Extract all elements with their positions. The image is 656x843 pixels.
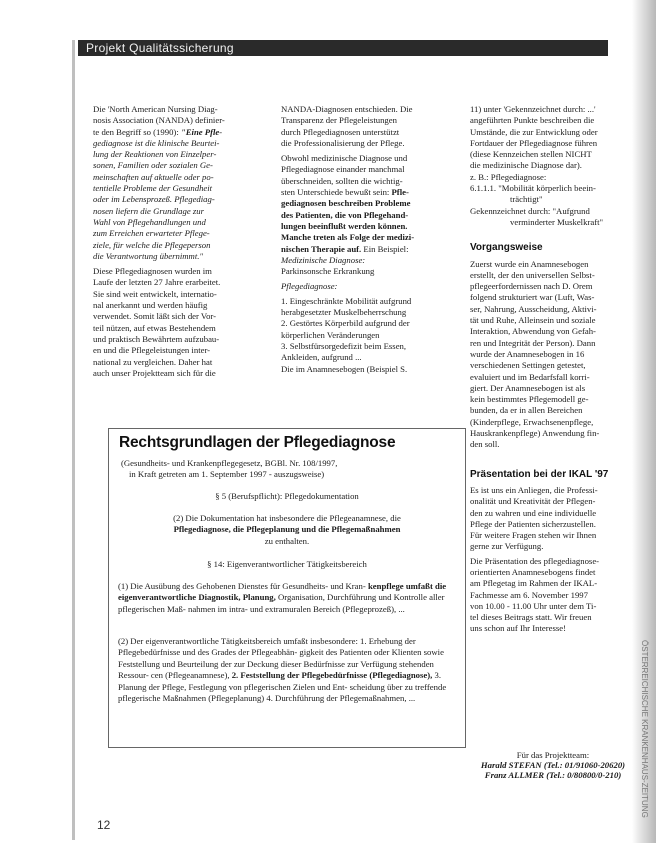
text-fragment: sten Unterschiede bewußt sein:	[281, 187, 392, 198]
section-14-block	[118, 559, 456, 570]
definition-line: lung der Reaktionen von Einzelper-	[93, 149, 217, 160]
example-label: z. B.: Pflegediagnose:	[470, 171, 547, 182]
bold-line: gediagnosen beschreiben Probleme	[281, 198, 411, 209]
text-line: auch unser Projektteam sich für die	[93, 367, 216, 378]
text-line: Fachmesse am 6. November 1997	[470, 589, 588, 600]
text-line: folgend strukturiert war (Luft, Was-	[470, 292, 595, 303]
example-line: trächtigt"	[510, 194, 543, 205]
text-line: Obwohl medizinische Diagnose und	[281, 153, 408, 164]
legal-line: scheidung über zu treffende pflegerische Maßnahmen (Pflegeplanung)	[118, 681, 447, 704]
text-line: überschneiden, sollten die wichtig-	[281, 175, 403, 186]
text-line: (diese Kennzeichen stellen NICHT	[470, 149, 592, 160]
article-column-1	[93, 104, 271, 379]
legal-line: nahmen im intra- und extramuralen Bereich (Pflegeprozeß), ...	[187, 603, 405, 614]
text-line: Fortdauer der Pflegediagnose führen	[470, 137, 598, 148]
definition-line: meinschaften auf aktuelle oder po-	[93, 171, 214, 182]
text-line: nal anerkannt und werden häufig	[93, 300, 208, 311]
legal-box-title: Rechtsgrundlagen der Pflegediagnose	[119, 434, 396, 451]
definition-line: tentielle Probleme der Gesundheit	[93, 183, 213, 194]
text-line: national zu vergleichen. Daher hat	[93, 356, 213, 367]
care-item: 1. Eingeschränkte Mobilität aufgrund	[281, 295, 412, 306]
text-fragment: te den Begriff so (1990):	[93, 126, 181, 137]
legal-line: 4. Durchführung der Pflegemaßnahmen, ...	[266, 693, 416, 704]
bold-fragment: Pfle-	[391, 187, 409, 198]
text-line: verschiedenen Settingen getestet,	[470, 360, 586, 371]
care-item: Ankleiden, aufgrund ...	[281, 352, 362, 363]
section-heading-presentation: Präsentation bei der IKAL '97	[470, 468, 609, 480]
text-line: bunden, da er in allen Bereichen	[470, 405, 583, 416]
text-line: tel dieses Beitrags statt. Wir freuen	[470, 612, 592, 623]
text-line: Laufe der letzten 27 Jahre erarbeitet.	[93, 277, 221, 288]
article-column-2	[281, 104, 461, 375]
text-line: Pflegediagnose einander manchmal	[281, 164, 405, 175]
text-line	[93, 127, 271, 138]
definition-line: gediagnose ist die klinische Beurtei-	[93, 137, 220, 148]
text-line: en und die Pflegeleistungen inter-	[93, 345, 211, 356]
medical-diagnosis-label: Medizinische Diagnose:	[281, 254, 366, 265]
bold-fragment: nischen Therapie auf.	[281, 243, 362, 254]
definition-line: Wahl von Pflegehandlungen und	[93, 216, 206, 227]
text-line: gerne zur Verfügung.	[470, 541, 544, 552]
text-line	[281, 244, 461, 255]
example-line: verminderter Muskelkraft"	[510, 216, 604, 227]
section-14-paragraph-1	[118, 581, 456, 615]
section-5-block	[118, 491, 456, 502]
subtitle-line: (Gesundheits- und Krankenpflegegesetz, BGBl. Nr. 108/1997,	[121, 458, 338, 468]
text-line: Zuerst wurde ein Anamnesebogen	[470, 258, 589, 269]
section-14-paragraph-2	[118, 636, 456, 704]
text-line: und praktisch Bewährtem aufzubau-	[93, 333, 220, 344]
page-number: 12	[97, 818, 111, 832]
text-line: NANDA-Diagnosen entschieden. Die	[281, 104, 413, 114]
definition-line: die Verantwortung übernimmt."	[93, 250, 204, 261]
text-line: pflegeerfordernissen nach D. Orem	[470, 281, 593, 292]
text-line: Die Präsentation des pflegediagnose-	[470, 555, 600, 566]
legal-line: 2. Feststellung der Pflegebedürfnisse (Pflegediagnose),	[231, 670, 433, 681]
section-14-heading: § 14: Eigenverantwortlicher Tätigkeitsbereich	[207, 559, 367, 569]
text-line: die medizinische Diagnose dar).	[470, 160, 582, 171]
legal-line: (2) Der eigenverantwortliche Tätigkeitsbereich umfaßt insbesondere:	[118, 636, 358, 646]
text-fragment: Ein Beispiel:	[361, 243, 409, 254]
legal-line: Organisation, Durchführung und Kontrolle aller pflegerischen Maß-	[118, 592, 445, 614]
legal-box-subtitle	[121, 458, 451, 481]
section-5-text	[118, 513, 456, 547]
article-column-3	[470, 104, 638, 635]
medical-diagnosis-value: Parkinsonsche Erkrankung	[281, 266, 375, 277]
bold-line: lungen beeinflußt werden können.	[281, 220, 408, 231]
care-item: 3. Selbstfürsorgedefizit beim Essen,	[281, 340, 407, 351]
subtitle-line: in Kraft getreten am 1. September 1997 - auszugsweise)	[129, 469, 325, 480]
text-line: nosis Association (NANDA) definier-	[93, 115, 225, 126]
spine-text: ÖSTERREICHISCHE KRANKENHAUS-ZEITUNG	[640, 640, 649, 818]
text-line: 11) unter 'Gekennzeichnet durch: ...'	[470, 104, 596, 114]
text-line: Hauskrankenpflege) Anwendung fin-	[470, 428, 600, 439]
care-item: herabgesetzter Muskelbeherrschung	[281, 307, 407, 318]
author-signature	[478, 750, 628, 780]
text-line: ser, Nahrung, Ausscheidung, Aktivi-	[470, 303, 597, 314]
legal-line: cen (Pflegeanamnese),	[150, 670, 230, 681]
signature-line: Für das Projektteam:	[516, 750, 590, 760]
text-line: durch Pflegediagnosen unterstützt	[281, 126, 400, 137]
section-header-title: Projekt Qualitätssicherung	[86, 41, 234, 55]
care-diagnosis-label: Pflegediagnose:	[281, 281, 338, 292]
legal-line: 3. Planung der Pflege, Festlegung von pflegerischen Zielen und Ent-	[118, 670, 441, 692]
text-line: den soll.	[470, 439, 500, 450]
text-line: Es ist uns ein Anliegen, die Professi-	[470, 484, 598, 495]
legal-line: (1) Die Ausübung des Gehobenen Dienstes für Gesundheits- und Kran-	[118, 581, 366, 591]
care-item: körperlichen Veränderungen	[281, 329, 380, 340]
text-line: teil nützen, auf etwas Bestehendem	[93, 322, 216, 333]
text-line: onalität und Kreativität der Pflegen-	[470, 496, 596, 507]
definition-line: nosen liefern die Grundlage zur	[93, 205, 204, 216]
section-header-bar	[78, 40, 608, 56]
text-line: tät und Ruhe, Alleinsein und soziale	[470, 315, 596, 326]
text-line: verwendet. Somit läßt sich der Vor-	[93, 311, 217, 322]
text-line: ren und Integrität der Person). Dann	[470, 337, 596, 348]
text-line: angeführten Punkte beschreiben die	[470, 115, 595, 126]
example-line: 6.1.1.1. "Mobilität körperlich beein-	[470, 183, 596, 194]
text-line: am Pflegetag im Rahmen der IKAL-	[470, 578, 598, 589]
text-line: evaluiert und im Bedarfsfall korri-	[470, 371, 590, 382]
section-5-heading: § 5 (Berufspflicht): Pflegedokumentation	[215, 491, 359, 501]
text-line: Sie sind weit entwickelt, internatio-	[93, 288, 217, 299]
text-line: die Professionalisierung der Pflege.	[281, 137, 405, 148]
bold-line: des Patienten, die von Pflegehand-	[281, 209, 409, 220]
page-edge-shadow	[72, 40, 75, 840]
legal-info-box	[108, 428, 466, 748]
text-line: erstellt, der den universellen Selbst-	[470, 269, 595, 280]
signature-line: Franz ALLMER (Tel.: 0/80800/0-210)	[484, 770, 622, 780]
legal-line: gigkeit des Patienten oder Klienten sowie Feststellung und Beurteilung	[118, 647, 444, 669]
legal-line: der zur Deckung dieser Bedürfnisse zur Verfügung stehenden Ressour-	[118, 658, 434, 681]
example-line: Gekennzeichnet durch: "Aufgrund	[470, 205, 590, 216]
text-line: Interaktion, Abwendung von Gefah-	[470, 326, 596, 337]
text-line: Pflege der Patienten sicherzustellen.	[470, 518, 596, 529]
text-line: Für weitere Fragen stehen wir Ihnen	[470, 530, 597, 541]
definition-line: oder im Lebensprozeß. Pflegediag-	[93, 194, 215, 205]
text-line	[281, 187, 461, 198]
legal-line: kenpflege umfaßt die eigenverantwortliche Diagnostik, Planung,	[118, 581, 447, 603]
text-line: Die 'North American Nursing Diag-	[93, 104, 218, 114]
text-line: Umstände, die zur Entwicklung oder	[470, 126, 598, 137]
care-item: Die im Anamnesebogen (Beispiel S.	[281, 363, 408, 374]
care-item: 2. Gestörtes Körperbild aufgrund der	[281, 318, 410, 329]
text-line: von 10.00 - 11.00 Uhr unter dem Ti-	[470, 600, 597, 611]
definition-line: zum Erreichen erwarteter Pflege-	[93, 228, 210, 239]
text-line: kein bestimmtes Pflegemodell ge-	[470, 394, 589, 405]
legal-line: Pflegediagnose, die Pflegeplanung und die Pflegemaßnahmen	[173, 524, 401, 535]
definition-line: ziele, für welche die Pflegeperson	[93, 239, 211, 250]
definition-start: "Eine Pfle-	[180, 126, 223, 137]
definition-line: sonen, Familien oder sozialen Ge-	[93, 160, 213, 171]
text-line: den zu wahren und eine individuelle	[470, 507, 597, 518]
text-line: (Kinderpflege, Erwachsenenpflege,	[470, 416, 594, 427]
text-line: orientierten Anamnesebogens findet	[470, 566, 596, 577]
text-line: uns schon auf Ihr Interesse!	[470, 623, 567, 634]
text-line: wurde der Anamnesebogen in 16	[470, 348, 585, 359]
legal-line: zu enthalten.	[264, 535, 310, 546]
text-line: giert. Der Anamnesebogen ist als	[470, 382, 586, 393]
bold-line: Manche treten als Folge der medizi-	[281, 232, 415, 243]
section-heading-procedure: Vorgangsweise	[470, 242, 543, 254]
legal-line: (2) Die Dokumentation hat insbesondere die Pflegeanamnese, die	[173, 513, 401, 523]
text-line: Diese Pflegediagnosen wurden im	[93, 266, 212, 277]
text-line: Transparenz der Pflegeleistungen	[281, 115, 397, 126]
signature-line: Harald STEFAN (Tel.: 01/91060-20620)	[480, 760, 626, 770]
legal-line: 1. Erhebung der Pflegebedürfnisse und des Grades der Pflegeabhän-	[118, 636, 416, 658]
